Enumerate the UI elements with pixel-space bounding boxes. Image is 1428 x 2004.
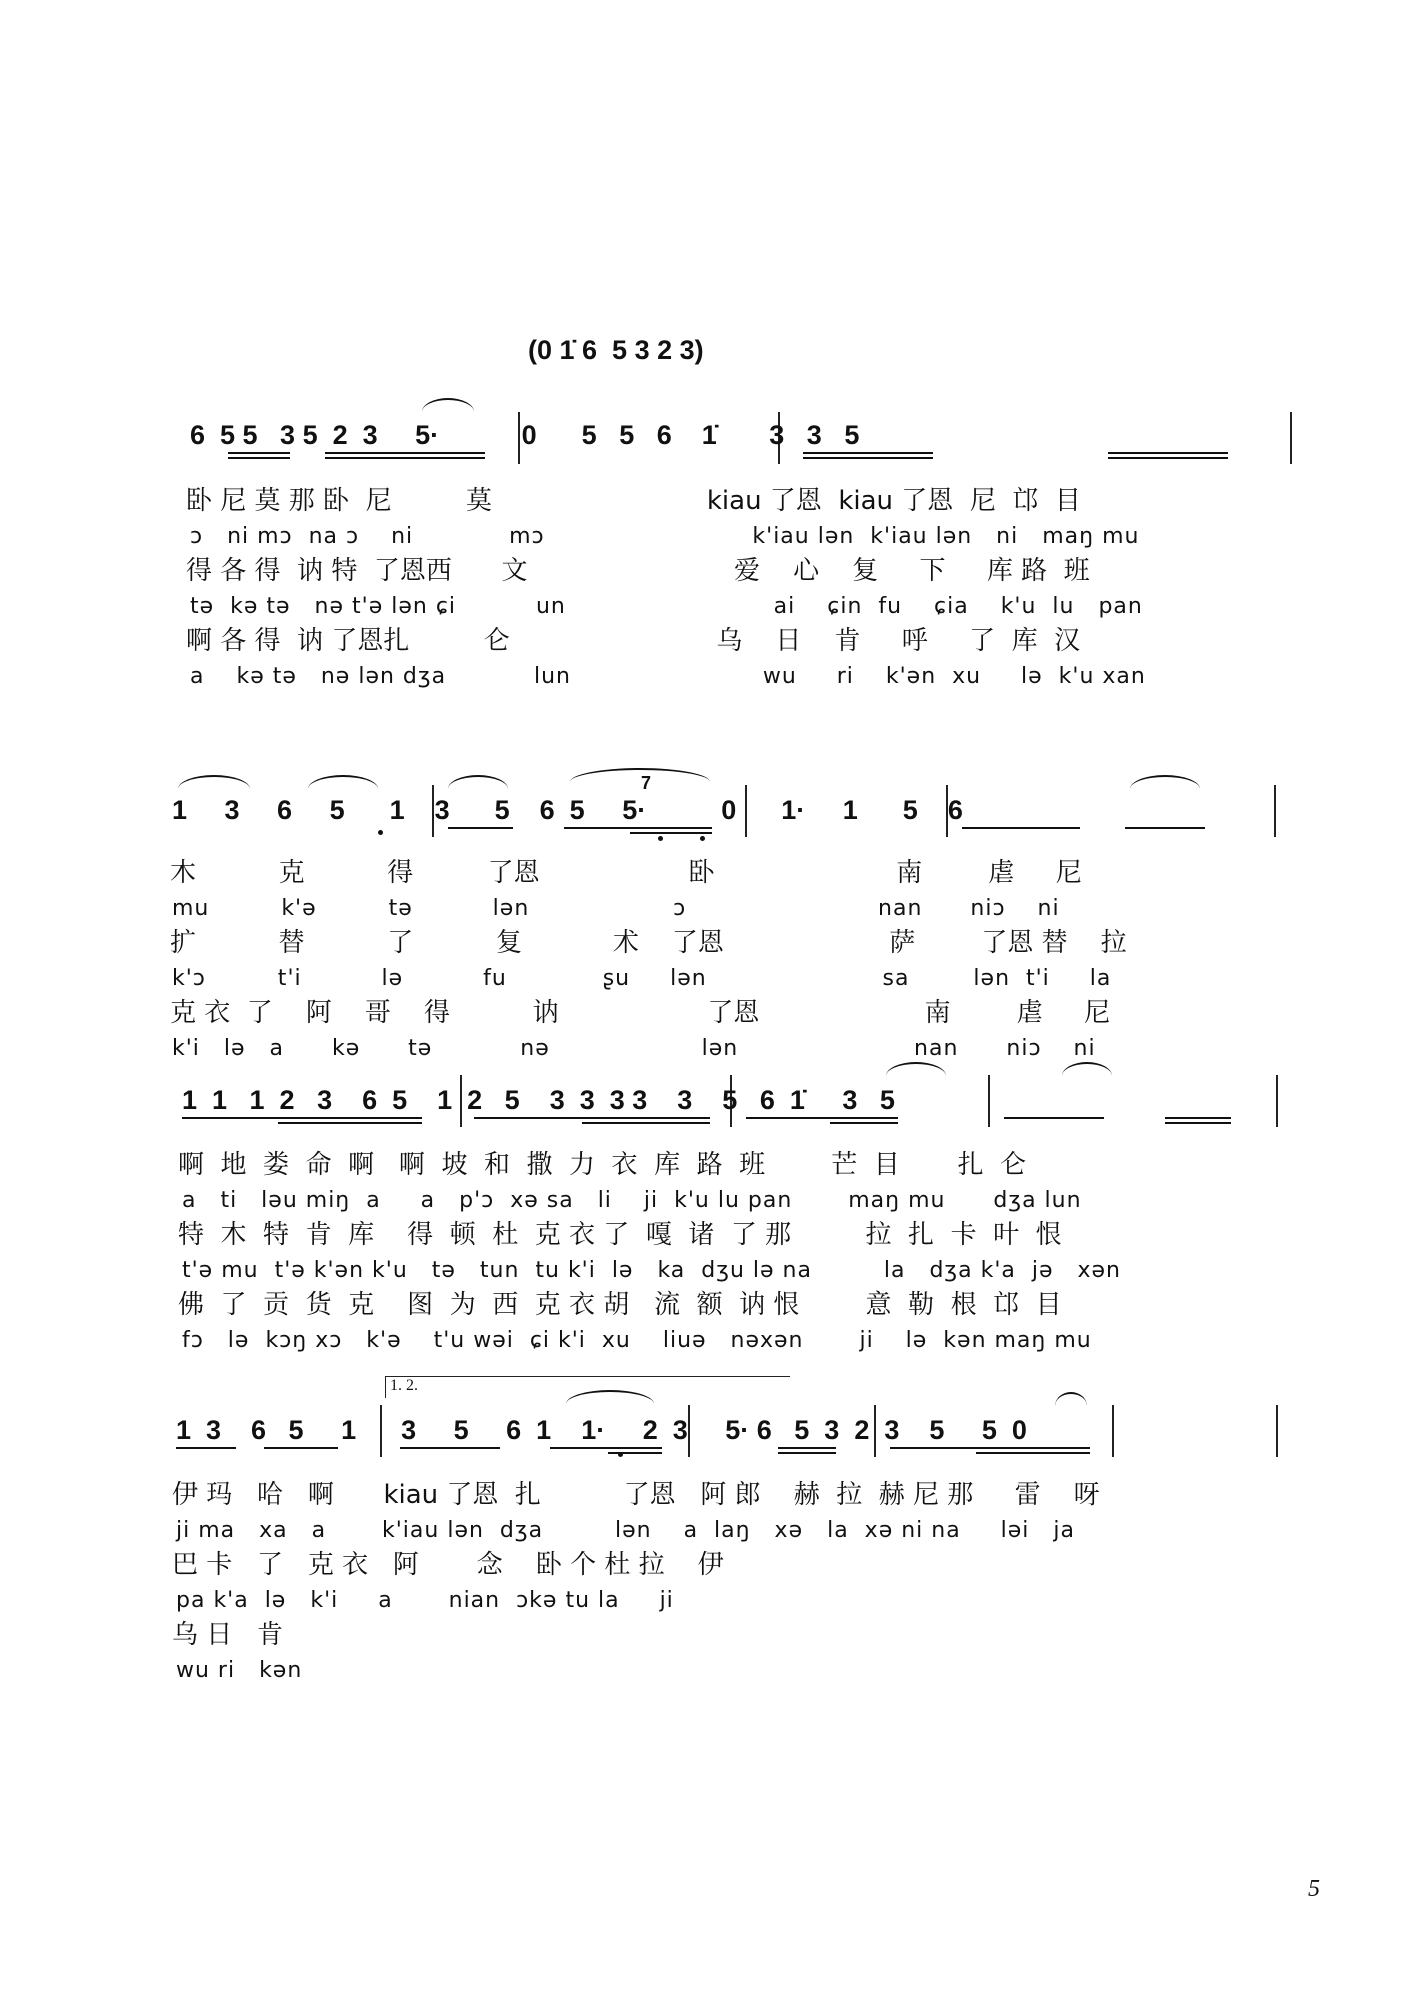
- lyric-line: 佛 了 贡 货 克 图 为 西 克 衣 胡 流 额 讷 恨 意 勒 根 邙 目: [178, 1290, 1062, 1320]
- notes-line: 1 3 6 5 1 3 5 6 1 1· 2 3 5· 6 5 3 2 3 5 5 0: [176, 1415, 1027, 1445]
- beam: [962, 827, 1080, 829]
- beam: [1108, 457, 1228, 459]
- page-number: 5: [1308, 1876, 1320, 1902]
- beam: [1165, 1122, 1231, 1124]
- beam: [176, 1447, 236, 1449]
- lyric-line: 乌 日 肯: [172, 1620, 284, 1650]
- volta-bracket: 1. 2.: [385, 1376, 790, 1398]
- slur: [570, 768, 710, 782]
- beam: [803, 457, 933, 459]
- lyric-line: 伊 玛 哈 啊 kiau 了恩 扎 了恩 阿 郎 赫 拉 赫 尼 那 雷 呀: [172, 1480, 1100, 1510]
- beam: [582, 1122, 710, 1124]
- beam: [550, 1447, 662, 1449]
- notes-line: 1 1 1 2 3 6 5 1 2 5 3 3 3 3 3 5 6 1̇ 3 5: [182, 1085, 895, 1115]
- slur: [1130, 775, 1200, 789]
- lyric-line: 卧 尼 莫 那 卧 尼 莫 kiau 了恩 kiau 了恩 尼 邙 目: [186, 486, 1081, 516]
- beam: [278, 1122, 422, 1124]
- romanization-line: ɔ ni mɔ na ɔ ni mɔ k'iau lən k'iau lən ni maŋ mu: [190, 524, 1140, 549]
- beam: [890, 1447, 1090, 1449]
- barline: [1276, 1075, 1278, 1127]
- romanization-line: pa k'a lə k'i a nian ɔkə tu la ji: [176, 1588, 674, 1613]
- beam: [778, 1452, 836, 1454]
- beam: [976, 1452, 1090, 1454]
- romanization-line: ji ma xa a k'iau lən dʒa lən a laŋ xə la xə ni na ləi ja: [176, 1518, 1075, 1543]
- barline: [988, 1075, 990, 1127]
- notes-line: 1 3 6 5 1 3 5 6 5 5· 0 1· 1 5 6: [172, 795, 963, 825]
- beam: [228, 457, 290, 459]
- slur: [448, 775, 508, 789]
- beam: [1165, 1117, 1231, 1119]
- lyric-line: 扩 替 了 复 术 了恩 萨 了恩 替 拉: [170, 928, 1127, 958]
- beam: [803, 452, 933, 454]
- low-octave-dot: [658, 836, 663, 841]
- slur: [1062, 1062, 1112, 1076]
- beam: [608, 1452, 662, 1454]
- beam: [325, 452, 485, 454]
- romanization-line: tə kə tə nə t'ə lən ɕi un ai ɕin fu ɕia k'u lu pan: [190, 594, 1143, 619]
- romanization-line: k'ɔ t'i lə fu ʂu lən sa lən t'i la: [172, 966, 1112, 991]
- slur: [886, 1062, 946, 1076]
- lyric-line: 得 各 得 讷 特 了恩西 文 爱 心 复 下 库 路 班: [186, 556, 1090, 586]
- beam: [474, 1117, 710, 1119]
- slur: [422, 398, 474, 412]
- romanization-line: t'ə mu t'ə k'ən k'u tə tun tu k'i lə ka dʒu lə na la dʒa k'a jə xən: [182, 1258, 1121, 1283]
- romanization-line: fɔ lə kɔŋ xɔ k'ə t'u wəi ɕi k'i xu liuə nəxən ji lə kən maŋ mu: [182, 1328, 1092, 1353]
- barline: [1276, 1405, 1278, 1457]
- lyric-line: 啊 各 得 讷 了恩扎 仑 乌 日 肯 呼 了 库 汉: [186, 626, 1081, 656]
- beam: [400, 1447, 500, 1449]
- barline: [1290, 412, 1292, 464]
- romanization-line: k'i lə a kə tə nə lən nan niɔ ni: [172, 1036, 1096, 1061]
- beam: [448, 827, 513, 829]
- beam: [228, 452, 290, 454]
- romanization-line: mu k'ə tə lən ɔ nan niɔ ni: [172, 896, 1060, 921]
- lyric-line: 特 木 特 肯 库 得 顿 杜 克 衣 了 嘎 诸 了 那 拉 扎 卡 叶 恨: [178, 1220, 1062, 1250]
- low-octave-dot: [378, 830, 383, 835]
- beam: [1125, 827, 1205, 829]
- beam: [630, 832, 712, 834]
- romanization-line: a ti ləu miŋ a a p'ɔ xə sa li ji k'u lu pan maŋ mu dʒa lun: [182, 1188, 1082, 1213]
- beam: [1004, 1117, 1104, 1119]
- barline: [1274, 785, 1276, 837]
- beam: [264, 1447, 338, 1449]
- slur: [1055, 1392, 1087, 1406]
- beam: [778, 1447, 836, 1449]
- lyric-line: 啊 地 娄 命 啊 啊 坡 和 撒 力 衣 库 路 班 芒 目 扎 仑: [178, 1150, 1027, 1180]
- beam: [830, 1122, 898, 1124]
- notes-line: 6 5 5 3 5 2 3 5· 0 5 5 6 1̇ 3 3 5: [190, 420, 860, 450]
- beam: [325, 457, 485, 459]
- beam: [1108, 452, 1228, 454]
- romanization-line: wu ri kən: [176, 1658, 303, 1683]
- intro-phrase: (0 1̇ 6 5 3 2 3): [528, 335, 704, 365]
- slur: [178, 775, 250, 789]
- lyric-line: 克 衣 了 阿 哥 得 讷 了恩 南 虐 尼: [170, 998, 1111, 1028]
- barline: [1112, 1405, 1114, 1457]
- low-octave-dot: [700, 836, 705, 841]
- lyric-line: 木 克 得 了恩 卧 南 虐 尼: [170, 858, 1082, 888]
- slur: [308, 775, 378, 789]
- beam: [746, 1117, 898, 1119]
- grace-note: 7: [641, 773, 652, 793]
- beam: [564, 827, 712, 829]
- lyric-line: 巴 卡 了 克 衣 阿 念 卧 个 杜 拉 伊: [172, 1550, 724, 1580]
- romanization-line: a kə tə nə lən dʒa lun wu ri k'ən xu lə k'u xan: [190, 664, 1146, 689]
- beam: [182, 1117, 422, 1119]
